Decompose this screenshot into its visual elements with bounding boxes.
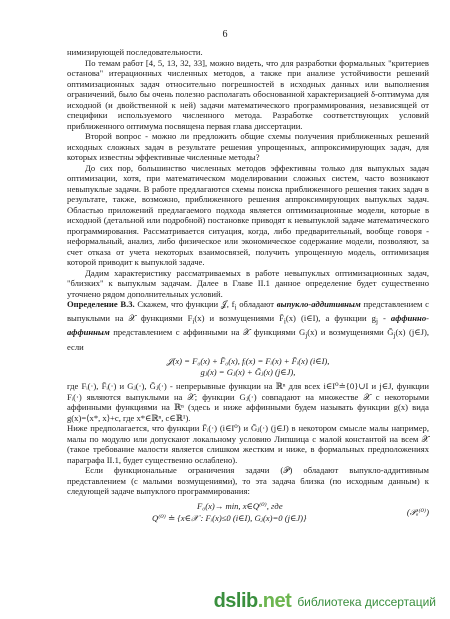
convex-problem-statement (67, 501, 429, 525)
definition-title: Определение В.3. (67, 299, 135, 309)
problem-objective: F₀(x)→ min, x∈Q⁽⁰⁾, где (197, 500, 283, 511)
representation-formula (67, 356, 429, 377)
paragraph-methods: До сих пор, большинство численных методов эффективны только для выпуклых задач оптимизации, хотя, при математическом моделировании сложных систем, часто возникают невыпуклые задачи. В работе предлагаются схемы поиска приближенного решения таких задач в результате, также, возможно, приближенного решения аппроксимирующих выпуклых задач. Областью приложений предлагаемого подхода является оптимизационные модели, которые в исходной (детальной или подробной) постановке приводят к невыпуклой задаче математического программирования. Рассматривается ситуация, когда, либо предварительный, вообще говоря - неформальный, анализ, либо физическое или экономическое содержание модели, позволяют, за счет отказа от учета некоторых взаимосвязей, получить упрощенную модель, оптимизация которой приводит к выпуклой задаче. (67, 162, 429, 267)
problem-label: (𝒫ₐ⁽⁰⁾) (406, 506, 429, 517)
paragraph-smallness: Ниже предполагается, что функции F̄ᵢ(·) (i∈I⁰) и Ḡⱼ(·) (j∈J) в некотором смысле малы например, малы по модулю или допускают локальному условию Липшица с малой константой на всем 𝒳 (такое требование малости является слишком жестким и ниже, в формальных предположениях параграфа II.1, будет существенно ослаблено). (67, 423, 429, 465)
logo-main: dslib (213, 590, 258, 612)
dslib-logo (214, 590, 292, 613)
logo-domain: .net (257, 590, 292, 612)
definition-text-g: представлением с аффинными на 𝒳 функциями G (109, 327, 306, 338)
formula-line-2: gⱼ(x) = Gⱼ(x) + Ḡⱼ(x) (j∈J), (200, 366, 296, 377)
definition-text-i: (x) (j∈J), если (67, 327, 429, 352)
problem-feasible-set: Q⁽⁰⁾ ≐ {x∈𝒳 : Fᵢ(x)≤0 (i∈I), Gⱼ(x)=0 (j∈J)} (152, 512, 307, 523)
definition-term-affine-affine: аффинно-аффинным (67, 313, 429, 338)
definition-term-convex-additive: выпукло-аддитивным (276, 299, 361, 309)
paragraph-convex-problem: Если функциональные ограничения задачи (𝒫) обладают выпукло-аддитивным представлением (с малыми возмущениями), то эта задача близка (по исходным данным) к следующей задаче выпуклого программирования: (67, 465, 429, 497)
definition-text-a: Скажем, что функции 𝒥, f (134, 299, 235, 309)
definition-paragraph: Определение В.3. Скажем, что функции 𝒥, $f_i$ обладают выпукло-аддитивным представлением с выпуклыми на 𝒳 функциями $F_i(x)$ и возмущениями $F̄_i(x)$ (i∈I), а функции $g_j$ - аффинно-аффинным представлением с аффинными на 𝒳 функциями $G_j(x)$ и возмущениями Ḡ$_j$(x) (j∈J), если (67, 299, 430, 352)
definition-text-e: (x) (i∈I), а функции g (285, 313, 376, 324)
paragraph-criteria: По темам работ [4, 5, 13, 32, 33], можно видеть, что для разработки формальных "критериев останова" итерационных численных методов, а также при анализе устойчивости решений оптимизационных задач относительно погрешностей в исходных данных или выполнения ограничений, было бы очень полезно располагать обоснованной характеризацией δ-оптимума для исходной (и двойственной к ней) задачи математического программирования, независящей от специфики используемого численного метода. Разработке соответствующих условий приближенного оптимума посвящена первая глава диссертации. (67, 57, 429, 131)
watermark-band (0, 589, 450, 619)
watermark (214, 590, 436, 613)
definition-text-h: (x) и возмущениями Ḡ (307, 327, 394, 338)
page-number: 6 (222, 29, 228, 40)
definition-text-f: - (377, 313, 391, 324)
paragraph-second-question: Второй вопрос - можно ли предложить общие схемы получения приближенных решений исходных сложных задач в результате решения упрощенных, аппроксимирующих задач, для которых известны эффективные численные методы? (67, 131, 429, 162)
paragraph-characteristics: Дадим характеристику рассматриваемых в работе невыпуклых оптимизационных задач, "близких" к выпуклым задачам. Далее в Главе II.1 данное определение будет существенно уточнено рядом дополнительных условий. (67, 267, 429, 299)
definition-text-c: представлением с выпуклыми на 𝒳 функциями F (67, 299, 430, 324)
paragraph-after-formula: где Fᵢ(·), F̄ᵢ(·) и Gⱼ(·), Ḡⱼ(·) - непрерывные функции на ℝⁿ для всех i∈I⁰≐{0}∪I и j∈J, функции Fᵢ(·) являются выпуклыми на 𝒳; функции Gⱼ(·) совпадают на множестве 𝒳 с некоторыми аффинными функциями на ℝⁿ (здесь и ниже аффинными будем называть функции g(x) вида g(x)=⟨x*, x⟩+c, где x*∈ℝⁿ, c∈ℝ¹). (67, 381, 429, 423)
page-body (67, 47, 429, 525)
watermark-subtitle: библиотека диссертаций (297, 594, 436, 609)
definition-text-d: (x) и возмущениями F̄ (194, 313, 284, 324)
formula-line-1: 𝒥(x) = F₀(x) + F̄₀(x), fᵢ(x) = Fᵢ(x) + F̄ᵢ(x) (i∈I), (166, 356, 330, 367)
paragraph-continuation: нимизирующей последовательности. (67, 47, 203, 57)
definition-text-b: обладают (236, 299, 277, 309)
